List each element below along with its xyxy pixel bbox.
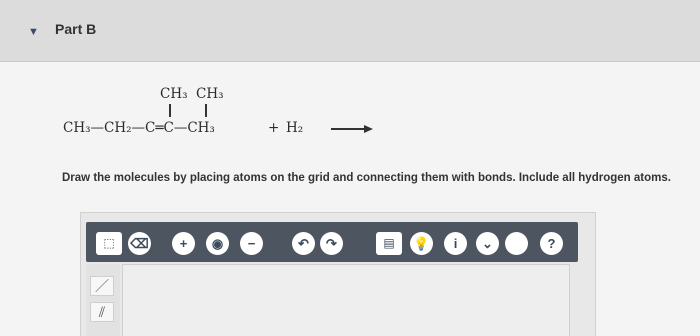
select-tool-icon[interactable]: ⬚ [96, 232, 122, 255]
eraser-icon[interactable]: ⌫ [128, 232, 151, 255]
help-icon[interactable]: ? [540, 232, 563, 255]
hydrogen-reactant: H₂ [286, 120, 304, 136]
reaction-arrow [331, 128, 367, 130]
part-title: Part B [55, 21, 97, 37]
plus-sign: + [268, 120, 280, 136]
zoom-in-icon[interactable]: + [172, 232, 195, 255]
reaction-arrow-head [364, 125, 373, 133]
zoom-reset-icon[interactable]: ◉ [206, 232, 229, 255]
double-bond-icon[interactable]: ⫽ [90, 302, 114, 322]
instructions-text: Draw the molecules by placing atoms on the grid and connecting them with bonds. Include all hydrogen atoms. [62, 172, 671, 184]
collapse-caret-icon[interactable]: ▼ [28, 26, 39, 38]
undo-icon[interactable]: ↶ [292, 232, 315, 255]
bond-vertical-right [205, 104, 207, 117]
reaction-equation [0, 0, 700, 160]
single-bond-icon[interactable]: ／ [90, 276, 114, 296]
more-options-icon[interactable]: ⌄ [476, 232, 499, 255]
template-icon[interactable]: ▤ [376, 232, 402, 255]
main-chain: CH₃—CH₂—C═C—CH₃ [63, 120, 215, 136]
hint-lightbulb-icon[interactable]: 💡 [410, 232, 433, 255]
methyl-substituent-right: CH₃ [196, 86, 224, 102]
bond-tools-sidebar [86, 264, 120, 336]
methyl-substituent-left: CH₃ [160, 86, 188, 102]
info-icon[interactable]: i [444, 232, 467, 255]
drawing-canvas[interactable] [122, 264, 570, 336]
redo-icon[interactable]: ↷ [320, 232, 343, 255]
feedback-icon[interactable] [505, 232, 528, 255]
zoom-out-icon[interactable]: − [240, 232, 263, 255]
bond-vertical-left [169, 104, 171, 117]
